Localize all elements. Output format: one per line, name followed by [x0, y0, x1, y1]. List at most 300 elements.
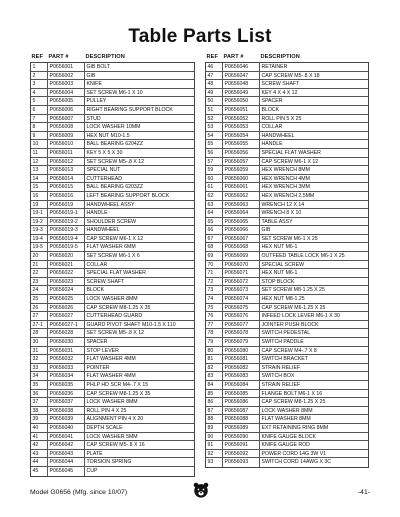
- ref-cell: 80: [206, 347, 223, 355]
- table-row: [206, 295, 368, 304]
- description-cell: CUTTERHEAD GUARD: [86, 313, 143, 320]
- ref-cell: 3: [31, 80, 48, 88]
- ref-cell: 79: [206, 338, 223, 346]
- description-cell: RIGHT BEARING SUPPORT BLOCK: [86, 106, 173, 113]
- table-row: [206, 355, 368, 364]
- description-cell: TABLE ASSY: [261, 218, 293, 225]
- description-cell: STOP BLOCK: [261, 278, 295, 285]
- ref-cell: 28: [31, 329, 48, 337]
- part-number-cell: P0656081: [223, 355, 260, 363]
- part-number-cell: P0656010: [48, 140, 85, 148]
- part-number-cell: P0656014: [48, 175, 85, 183]
- description-cell: SPECIAL NUT: [86, 167, 121, 174]
- part-number-cell: P0656079: [223, 338, 260, 346]
- ref-cell: 20: [31, 252, 48, 260]
- description-cell: HANDWHEEL: [261, 132, 295, 139]
- ref-cell: 77: [206, 321, 223, 329]
- ref-cell: 53: [206, 123, 223, 131]
- ref-cell: 39: [31, 415, 48, 423]
- table-row: [31, 424, 194, 433]
- part-number-cell: P0656051: [223, 106, 260, 114]
- ref-cell: 43: [31, 450, 48, 458]
- table-row: [31, 312, 194, 321]
- page-number: -41-: [357, 489, 370, 496]
- description-cell: RETAINER: [261, 64, 288, 70]
- part-number-cell: P0656015: [48, 183, 85, 191]
- description-cell: POINTER: [86, 364, 110, 371]
- table-header: [30, 54, 195, 62]
- part-number-cell: P0656088: [223, 415, 260, 423]
- part-number-cell: P0656019-3: [48, 226, 85, 234]
- ref-cell: 90: [206, 433, 223, 441]
- table-row: [31, 398, 194, 407]
- part-number-cell: P0656059: [223, 166, 260, 174]
- description-cell: HANDLE: [86, 210, 108, 217]
- table-row: [31, 441, 194, 450]
- ref-cell: 50: [206, 97, 223, 105]
- part-number-cell: P0656086: [223, 398, 260, 406]
- description-cell: HANDWHEEL ASSY: [86, 201, 135, 208]
- table-row: [31, 243, 194, 252]
- part-number-cell: P0656004: [48, 89, 85, 97]
- table-row: [206, 183, 368, 192]
- part-number-cell: P0656062: [223, 192, 260, 200]
- ref-cell: 57: [206, 158, 223, 166]
- part-number-cell: P0656028: [48, 329, 85, 337]
- part-number-cell: P0656065: [223, 218, 260, 226]
- description-cell: HEX NUT M10-1.5: [86, 132, 130, 139]
- table-row: [206, 286, 368, 295]
- ref-cell: 27: [31, 312, 48, 320]
- description-cell: INFEED LOCK LEVER M6-1 X 30: [261, 313, 340, 320]
- table-row: [31, 261, 194, 270]
- ref-cell: 23: [31, 278, 48, 286]
- description-cell: STOP LEVER: [86, 347, 119, 354]
- part-number-cell: P0656035: [48, 381, 85, 389]
- description-cell: CAP SCREW M8-1.25 X 35: [86, 390, 151, 397]
- part-number-cell: P0656047: [223, 72, 260, 80]
- parts-table-body-left: [30, 62, 195, 477]
- description-cell: SCREW SHAFT: [86, 278, 125, 285]
- table-row: [206, 398, 368, 407]
- part-number-cell: P0656076: [223, 312, 260, 320]
- ref-cell: 22: [31, 269, 48, 277]
- part-number-cell: P0656011: [48, 149, 85, 157]
- table-row: [206, 372, 368, 381]
- description-cell: CAP SCREW M6-1 X 12: [86, 235, 144, 242]
- part-number-cell: P0656045: [48, 467, 85, 476]
- part-number-cell: P0656093: [223, 458, 260, 467]
- part-number-cell: P0656025: [48, 295, 85, 303]
- part-number-cell: P0656087: [223, 407, 260, 415]
- part-number-cell: P0656090: [223, 433, 260, 441]
- ref-cell: 38: [31, 407, 48, 415]
- part-number-cell: P0656091: [223, 441, 260, 449]
- ref-cell: 4: [31, 89, 48, 97]
- part-number-cell: P0656023: [48, 278, 85, 286]
- description-cell: SPECIAL FLAT WASHER: [86, 270, 146, 277]
- table-row: [31, 450, 194, 459]
- description-cell: STUD: [86, 115, 101, 122]
- description-cell: SPECIAL SCREW: [261, 261, 304, 268]
- description-cell: WRENCH 8 X 10: [261, 210, 302, 217]
- table-row: [206, 252, 368, 261]
- part-number-cell: P0656049: [223, 89, 260, 97]
- ref-cell: 69: [206, 252, 223, 260]
- part-number-cell: P0656003: [48, 80, 85, 88]
- ref-cell: 45: [31, 467, 48, 476]
- table-row: [31, 166, 194, 175]
- description-cell: GUARD PIVOT SHAFT M10-1.5 X 110: [86, 321, 176, 328]
- part-number-cell: P0656082: [223, 364, 260, 372]
- bear-logo-icon: [192, 481, 210, 499]
- table-row: [31, 80, 194, 89]
- description-cell: SPACER: [86, 339, 108, 345]
- description-cell: POWER CORD 14G 3W V1: [261, 450, 327, 457]
- ref-cell: 71: [206, 269, 223, 277]
- part-number-cell: P0656057: [223, 158, 260, 166]
- table-row: [31, 295, 194, 304]
- description-cell: LOCK WASHER 5MM: [86, 433, 138, 440]
- part-number-cell: P0656012: [48, 158, 85, 166]
- table-row: [206, 106, 368, 115]
- part-number-cell: P0656006: [48, 106, 85, 114]
- table-row: [206, 123, 368, 132]
- header-part: PART #: [223, 54, 244, 60]
- description-cell: LOCK WASHER 10MM: [86, 124, 141, 131]
- table-row: [31, 415, 194, 424]
- description-cell: FLAT WASHER 4MM: [86, 356, 136, 363]
- description-cell: CAP SCREW M8-1.25 X 25: [261, 399, 326, 406]
- part-number-cell: P0656080: [223, 347, 260, 355]
- part-number-cell: P0656020: [48, 252, 85, 260]
- part-number-cell: P0656026: [48, 304, 85, 312]
- description-cell: FLAT WASHER 6MM: [86, 244, 136, 251]
- description-cell: SET SCREW M6-1 X 6: [86, 253, 140, 260]
- part-number-cell: P0656001: [48, 63, 85, 71]
- description-cell: STRAIN RELIEF: [261, 364, 301, 371]
- table-row: [31, 433, 194, 442]
- part-number-cell: P0656054: [223, 132, 260, 140]
- part-number-cell: P0656084: [223, 381, 260, 389]
- part-number-cell: P0656069: [223, 252, 260, 260]
- description-cell: SET SCREW M8-1.25 X 25: [261, 287, 325, 294]
- table-row: [206, 304, 368, 313]
- part-number-cell: P0656024: [48, 286, 85, 294]
- part-number-cell: P0656005: [48, 97, 85, 105]
- ref-cell: 55: [206, 140, 223, 148]
- description-cell: LOCK WASHER 8MM: [261, 407, 313, 414]
- table-row: [31, 278, 194, 287]
- part-number-cell: P0656089: [223, 424, 260, 432]
- ref-cell: 19-4: [31, 235, 48, 243]
- table-row: [31, 381, 194, 390]
- description-cell: HEX NUT M6-1: [261, 244, 298, 251]
- ref-cell: 40: [31, 424, 48, 432]
- ref-cell: 21: [31, 261, 48, 269]
- page-title: Table Parts List: [128, 26, 272, 47]
- part-number-cell: P0656043: [48, 450, 85, 458]
- description-cell: CAP SCREW M4-.7 X 8: [261, 347, 317, 354]
- part-number-cell: P0656032: [48, 355, 85, 363]
- table-row: [206, 458, 368, 467]
- part-number-cell: P0656042: [48, 441, 85, 449]
- part-number-cell: P0656075: [223, 304, 260, 312]
- table-row: [206, 140, 368, 149]
- table-row: [206, 80, 368, 89]
- ref-cell: 19: [31, 201, 48, 209]
- table-row: [206, 235, 368, 244]
- description-cell: COLLAR: [86, 261, 108, 268]
- description-cell: ALIGNMENT PIN 4 X 20: [86, 416, 144, 423]
- ref-cell: 37: [31, 398, 48, 406]
- description-cell: LOCK WASHER 8MM: [86, 399, 138, 406]
- ref-cell: 48: [206, 80, 223, 88]
- ref-cell: 14: [31, 175, 48, 183]
- part-number-cell: P0656055: [223, 140, 260, 148]
- table-row: [206, 89, 368, 98]
- table-row: [206, 218, 368, 227]
- ref-cell: 46: [206, 63, 223, 71]
- parts-table-right: [205, 54, 369, 466]
- description-cell: SET SCREW M5-.8 X 12: [86, 330, 145, 337]
- ref-cell: 93: [206, 458, 223, 467]
- table-row: [31, 63, 194, 72]
- table-row: [206, 115, 368, 124]
- table-row: [31, 355, 194, 364]
- part-number-cell: P0656060: [223, 175, 260, 183]
- part-number-cell: P0656019-4: [48, 235, 85, 243]
- ref-cell: 59: [206, 166, 223, 174]
- table-row: [206, 415, 368, 424]
- table-row: [206, 347, 368, 356]
- description-cell: SCREW SHAFT: [261, 81, 300, 88]
- part-number-cell: P0656056: [223, 149, 260, 157]
- ref-cell: 61: [206, 183, 223, 191]
- ref-cell: 44: [31, 458, 48, 466]
- ref-cell: 15: [31, 183, 48, 191]
- table-row: [31, 226, 194, 235]
- part-number-cell: P0656067: [223, 235, 260, 243]
- ref-cell: 86: [206, 398, 223, 406]
- ref-cell: 65: [206, 218, 223, 226]
- table-row: [206, 312, 368, 321]
- ref-cell: 75: [206, 304, 223, 312]
- table-row: [206, 321, 368, 330]
- part-number-cell: P0656074: [223, 295, 260, 303]
- table-row: [206, 132, 368, 141]
- ref-cell: 6: [31, 106, 48, 114]
- table-row: [206, 433, 368, 442]
- table-row: [206, 166, 368, 175]
- table-row: [206, 390, 368, 399]
- part-number-cell: P0656019: [48, 201, 85, 209]
- table-row: [31, 338, 194, 347]
- table-row: [31, 329, 194, 338]
- parts-table-body-right: [205, 62, 369, 468]
- table-row: [206, 278, 368, 287]
- description-cell: BLOCK: [261, 106, 280, 113]
- ref-cell: 19-1: [31, 209, 48, 217]
- description-cell: GIB: [86, 72, 96, 79]
- ref-cell: 64: [206, 209, 223, 217]
- part-number-cell: P0656031: [48, 347, 85, 355]
- description-cell: SET SCREW M6-1 X 25: [261, 235, 318, 242]
- ref-cell: 2: [31, 72, 48, 80]
- part-number-cell: P0656083: [223, 372, 260, 380]
- ref-cell: 42: [31, 441, 48, 449]
- table-row: [31, 467, 194, 476]
- ref-cell: 92: [206, 450, 223, 458]
- table-row: [31, 97, 194, 106]
- description-cell: CAP SCREW M5-.8 X 18: [261, 72, 320, 79]
- ref-cell: 54: [206, 132, 223, 140]
- ref-cell: 81: [206, 355, 223, 363]
- header-description: DESCRIPTION: [260, 54, 300, 60]
- table-row: [206, 72, 368, 81]
- part-number-cell: P0656070: [223, 261, 260, 269]
- description-cell: HEX WRENCH 4MM: [261, 175, 310, 182]
- table-row: [31, 304, 194, 313]
- table-row: [206, 201, 368, 210]
- ref-cell: 73: [206, 286, 223, 294]
- ref-cell: 66: [206, 226, 223, 234]
- ref-cell: 60: [206, 175, 223, 183]
- table-header: [205, 54, 369, 62]
- part-number-cell: P0656013: [48, 166, 85, 174]
- description-cell: HANDLE: [261, 141, 283, 148]
- ref-cell: 82: [206, 364, 223, 372]
- ref-cell: 10: [31, 140, 48, 148]
- table-row: [31, 158, 194, 167]
- ref-cell: 1: [31, 63, 48, 71]
- table-row: [206, 226, 368, 235]
- part-number-cell: P0656068: [223, 243, 260, 251]
- table-row: [206, 209, 368, 218]
- ref-cell: 87: [206, 407, 223, 415]
- ref-cell: 63: [206, 201, 223, 209]
- part-number-cell: P0656008: [48, 123, 85, 131]
- part-number-cell: P0656044: [48, 458, 85, 466]
- ref-cell: 89: [206, 424, 223, 432]
- part-number-cell: P0656038: [48, 407, 85, 415]
- description-cell: PULLEY: [86, 98, 107, 105]
- table-row: [31, 209, 194, 218]
- table-row: [206, 381, 368, 390]
- ref-cell: 12: [31, 158, 48, 166]
- description-cell: LOCK WASHER 8MM: [86, 296, 138, 303]
- part-number-cell: P0656040: [48, 424, 85, 432]
- part-number-cell: P0656007: [48, 115, 85, 123]
- description-cell: SPECIAL FLAT WASHER: [261, 149, 321, 156]
- table-row: [206, 261, 368, 270]
- ref-cell: 85: [206, 390, 223, 398]
- part-number-cell: P0656078: [223, 329, 260, 337]
- table-row: [31, 407, 194, 416]
- part-number-cell: P0656030: [48, 338, 85, 346]
- description-cell: EXT RETAINING RING 8MM: [261, 424, 329, 431]
- ref-cell: 13: [31, 166, 48, 174]
- part-number-cell: P0656050: [223, 97, 260, 105]
- part-number-cell: P0656048: [223, 80, 260, 88]
- table-row: [206, 192, 368, 201]
- part-number-cell: P0656033: [48, 364, 85, 372]
- ref-cell: 24: [31, 286, 48, 294]
- part-number-cell: P0656092: [223, 450, 260, 458]
- part-number-cell: P0656063: [223, 201, 260, 209]
- table-row: [206, 364, 368, 373]
- ref-cell: 67: [206, 235, 223, 243]
- description-cell: FLAT WASHER 8MM: [261, 416, 311, 423]
- table-row: [206, 407, 368, 416]
- part-number-cell: P0656041: [48, 433, 85, 441]
- part-number-cell: P0656034: [48, 372, 85, 380]
- description-cell: CAP SCREW M8-1.25 X 35: [86, 304, 151, 311]
- table-row: [31, 149, 194, 158]
- part-number-cell: P0656085: [223, 390, 260, 398]
- ref-cell: 5: [31, 97, 48, 105]
- part-number-cell: P0656022: [48, 269, 85, 277]
- ref-cell: 70: [206, 261, 223, 269]
- table-row: [206, 269, 368, 278]
- header-part: PART #: [48, 54, 69, 60]
- part-number-cell: P0656073: [223, 286, 260, 294]
- part-number-cell: P0656046: [223, 63, 260, 71]
- ref-cell: 32: [31, 355, 48, 363]
- ref-cell: 91: [206, 441, 223, 449]
- table-row: [206, 63, 368, 72]
- ref-cell: 31: [31, 347, 48, 355]
- table-row: [31, 321, 194, 330]
- description-cell: OUTFEED TABLE LOCK M6-1 X 25: [261, 253, 345, 260]
- ref-cell: 49: [206, 89, 223, 97]
- table-row: [31, 192, 194, 201]
- description-cell: DEPTH SCALE: [86, 424, 123, 431]
- part-number-cell: P0656064: [223, 209, 260, 217]
- description-cell: BALL BEARING 6203ZZ: [86, 184, 144, 191]
- description-cell: BALL BEARING 6204ZZ: [86, 141, 144, 148]
- table-row: [31, 175, 194, 184]
- description-cell: WRENCH 12 X 14: [261, 201, 305, 208]
- table-row: [31, 201, 194, 210]
- description-cell: COLLAR: [261, 124, 283, 131]
- part-number-cell: P0656071: [223, 269, 260, 277]
- description-cell: SWITCH CORD 14AWG X 3C: [261, 459, 332, 466]
- table-row: [206, 97, 368, 106]
- ref-cell: 78: [206, 329, 223, 337]
- ref-cell: 19-2: [31, 218, 48, 226]
- description-cell: ROLL PIN 5 X 25: [261, 115, 302, 122]
- description-cell: KNIFE: [86, 81, 102, 88]
- part-number-cell: P0656053: [223, 123, 260, 131]
- part-number-cell: P0656036: [48, 390, 85, 398]
- table-row: [31, 132, 194, 141]
- table-row: [31, 458, 194, 467]
- description-cell: SWITCH BOX: [261, 373, 295, 380]
- description-cell: JOINTER PUSH BLOCK: [261, 321, 319, 328]
- table-row: [31, 347, 194, 356]
- description-cell: TORSION SPRING: [86, 459, 132, 466]
- part-number-cell: P0656072: [223, 278, 260, 286]
- ref-cell: 35: [31, 381, 48, 389]
- description-cell: ROLL PIN 4 X 25: [86, 407, 127, 414]
- ref-cell: 34: [31, 372, 48, 380]
- ref-cell: 84: [206, 381, 223, 389]
- header-ref: REF: [206, 54, 218, 60]
- table-row: [31, 372, 194, 381]
- part-number-cell: P0656061: [223, 183, 260, 191]
- table-row: [206, 243, 368, 252]
